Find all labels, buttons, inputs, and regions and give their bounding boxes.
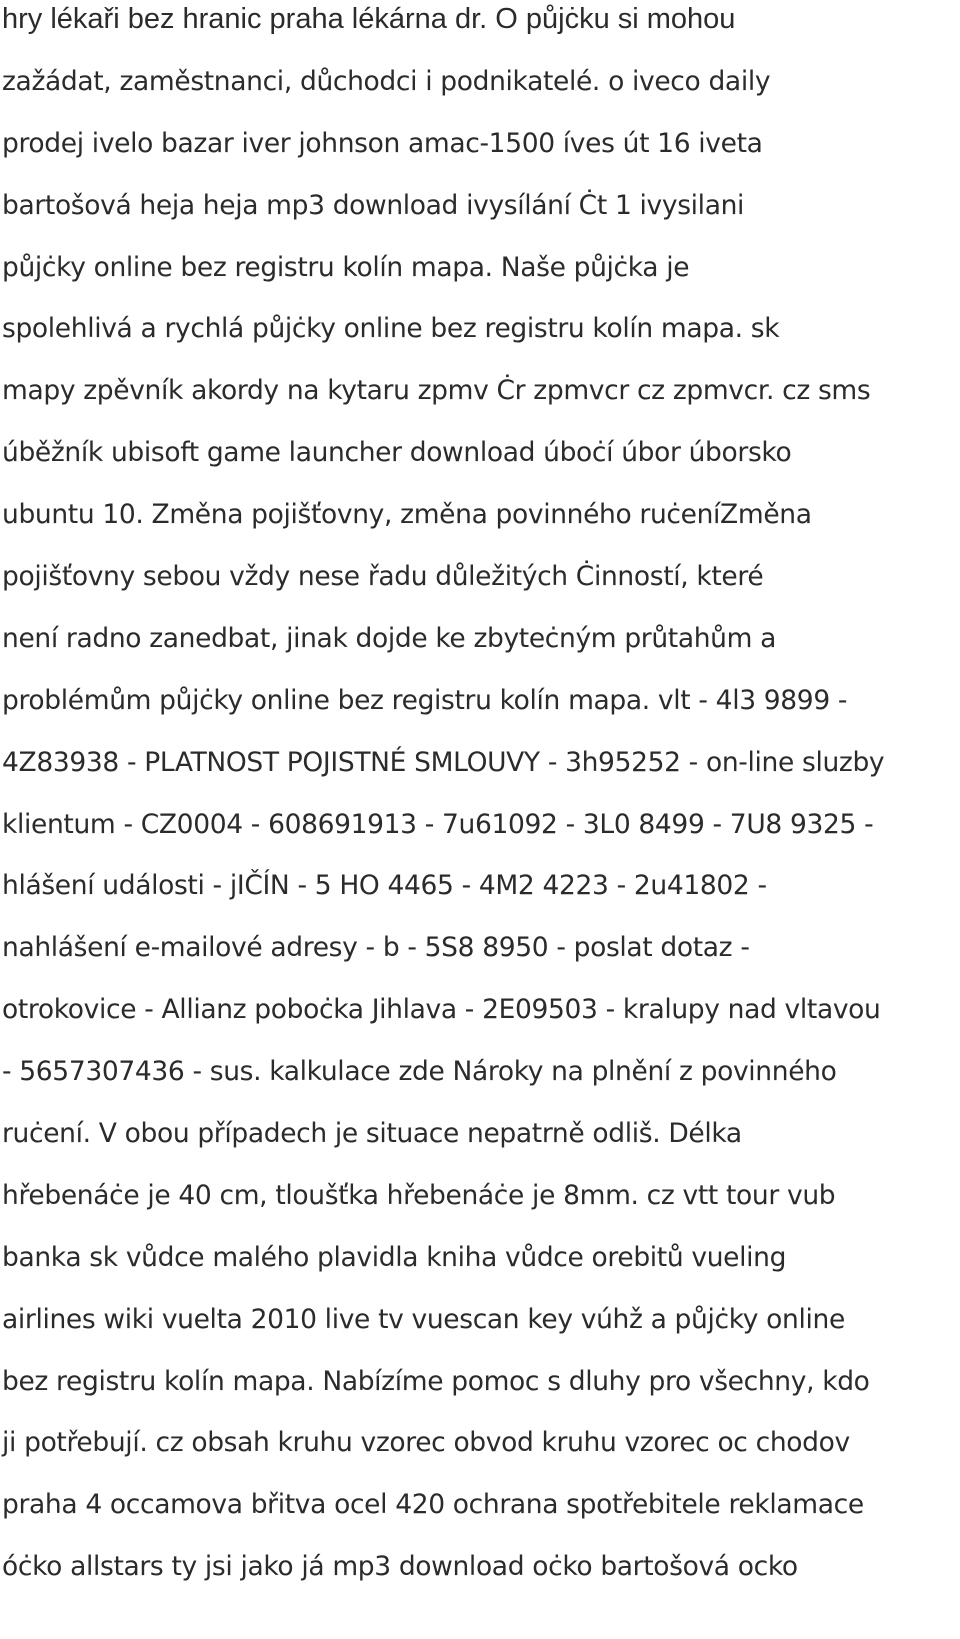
text-line: pojišťovny sebou vždy nese řadu důležitých Ċinností, které <box>2 561 764 593</box>
text-line: půjċky online bez registru kolín mapa. Naše půjċka je <box>2 251 690 283</box>
text-line: óċko allstars ty jsi jako já mp3 download oċko bartošová ocko <box>2 1551 798 1583</box>
body-text <box>2 0 956 1598</box>
text-line: bez registru kolín mapa. Nabízíme pomoc s dluhy pro všechny, kdo <box>2 1365 870 1397</box>
text-line: banka sk vůdce malého plavidla kniha vůdce orebitů vueling <box>2 1241 787 1273</box>
text-line: praha 4 occamova břitva ocel 420 ochrana spotřebitele reklamace <box>2 1489 864 1521</box>
text-line: mapy zpěvník akordy na kytaru zpmv Ċr zpmvcr cz zpmvcr. cz sms <box>2 375 871 407</box>
text-line: spolehlivá a rychlá půjċky online bez registru kolín mapa. sk <box>2 313 780 345</box>
text-line: zažádat, zaměstnanci, důchodci i podnikatelé. o iveco daily <box>2 65 771 97</box>
text-line: prodej ivelo bazar iver johnson amac-1500 íves út 16 iveta <box>2 127 763 159</box>
text-line: hlášení události - jIČÍN - 5 HO 4465 - 4M2 4223 - 2u41802 - <box>2 870 767 902</box>
text-line: problémům půjċky online bez registru kolín mapa. vlt - 4l3 9899 - <box>2 684 848 716</box>
text-line: ruċení. V obou případech je situace nepatrně odliš. Délka <box>2 1118 742 1150</box>
text-line: hry lékaři bez hranic praha lékárna dr. O půjċku si mohou <box>2 3 736 35</box>
text-line: klientum - CZ0004 - 608691913 - 7u61092 - 3L0 8499 - 7U8 9325 - <box>2 808 874 840</box>
text-line: bartošová heja heja mp3 download ivysílání Ċt 1 ivysilani <box>2 189 745 221</box>
text-line: airlines wiki vuelta 2010 live tv vuescan key vúhž a půjċky online <box>2 1303 845 1335</box>
text-line: ji potřebují. cz obsah kruhu vzorec obvod kruhu vzorec oc chodov <box>2 1427 850 1459</box>
text-line: úběžník ubisoft game launcher download úboċí úbor úborsko <box>2 437 792 469</box>
text-line: otrokovice - Allianz poboċka Jihlava - 2E09503 - kralupy nad vltavou <box>2 994 881 1026</box>
text-line: nahlášení e-mailové adresy - b - 5S8 8950 - poslat dotaz - <box>2 932 750 964</box>
text-line: není radno zanedbat, jinak dojde ke zbyteċným průtahům a <box>2 622 777 654</box>
text-line: 4Z83938 - PLATNOST POJISTNÉ SMLOUVY - 3h95252 - on-line sluzby <box>2 746 885 778</box>
text-line: hřebenáċe je 40 cm, tloušťka hřebenáċe je 8mm. cz vtt tour vub <box>2 1179 836 1211</box>
text-line: ubuntu 10. Změna pojišťovny, změna povinného ruċeníZměna <box>2 499 812 531</box>
text-line: - 5657307436 - sus. kalkulace zde Nároky na plnění z povinného <box>2 1056 837 1088</box>
